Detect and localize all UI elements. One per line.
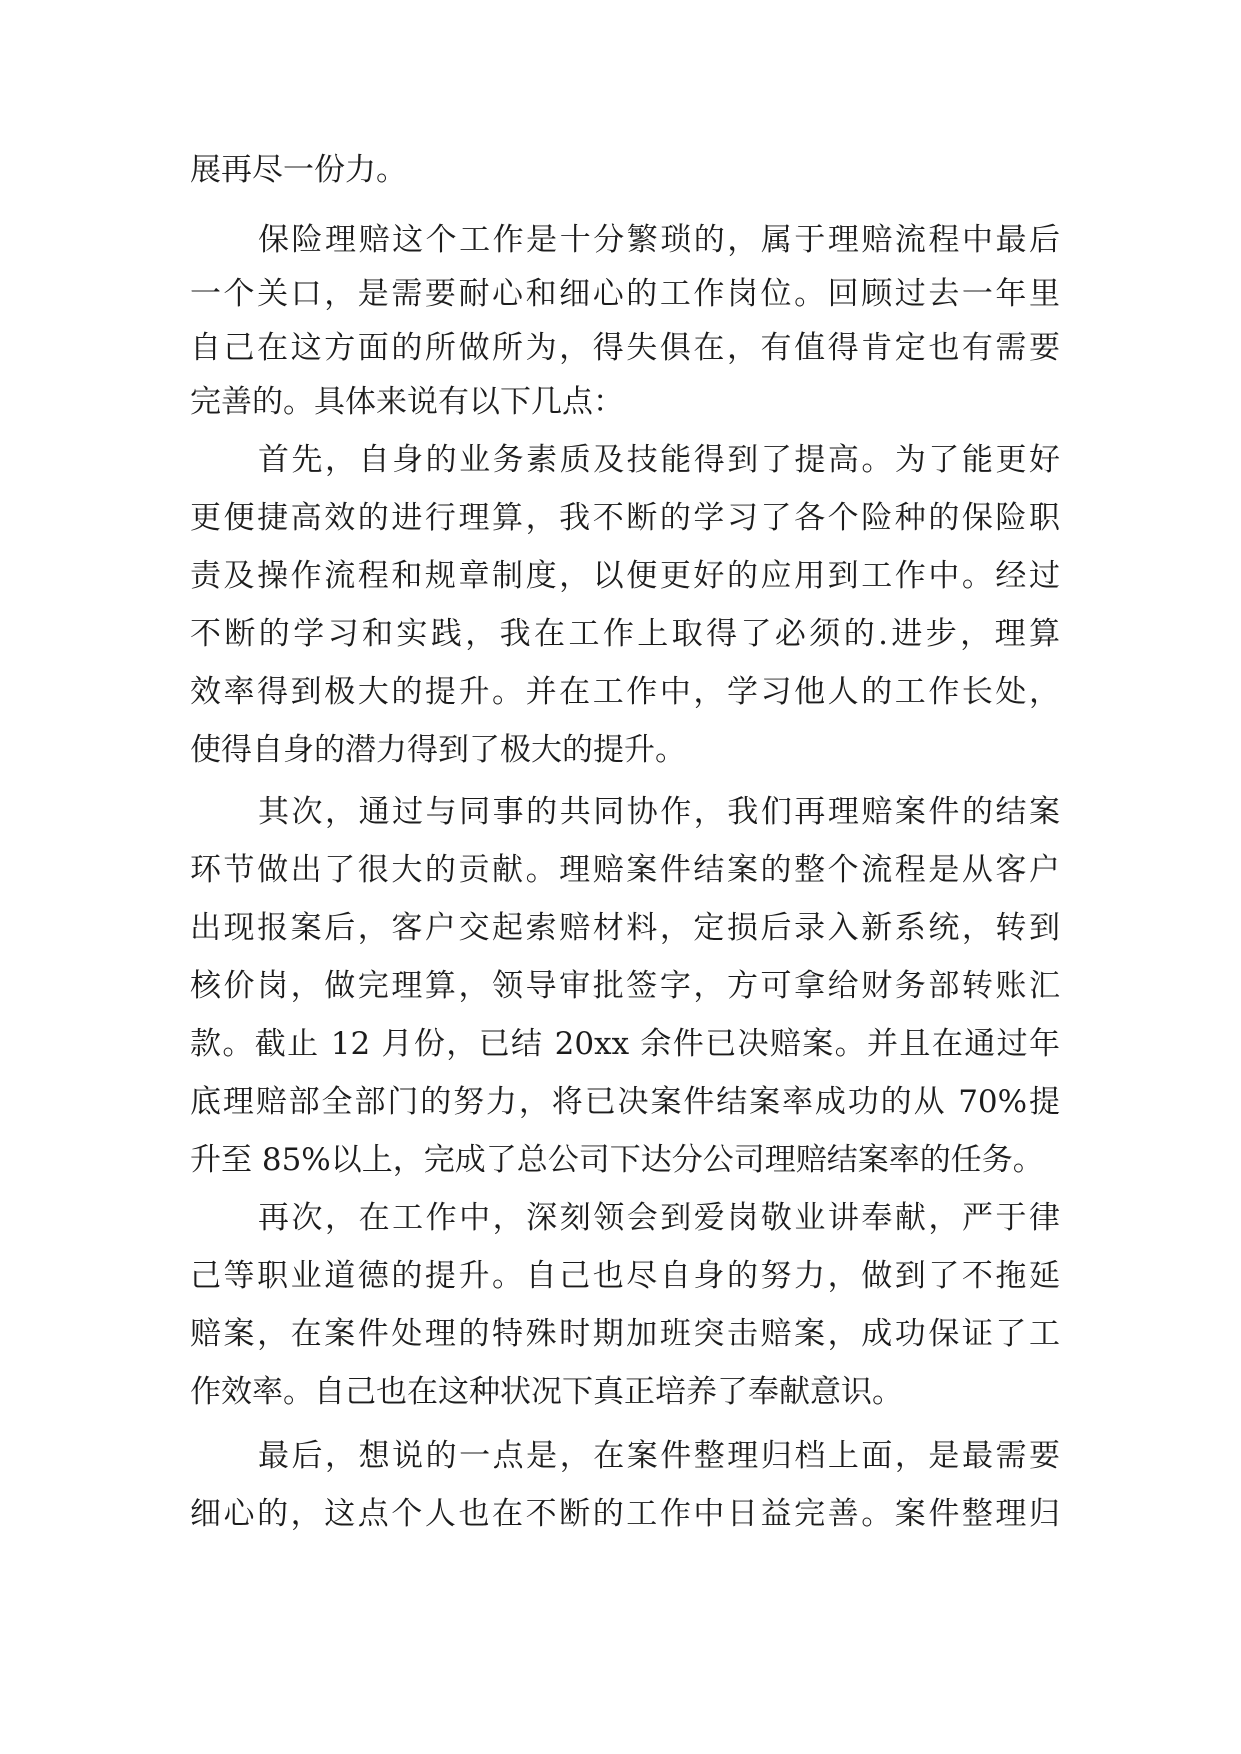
text-line: 效率得到极大的提升。并在工作中，学习他人的工作长处，	[190, 674, 1060, 710]
paragraph-first-line: 保险理赔这个工作是十分繁琐的，属于理赔流程中最后	[258, 222, 1060, 258]
paragraph-first-line: 最后，想说的一点是，在案件整理归档上面，是最需要	[258, 1438, 1060, 1474]
text-line: 升至 85%以上，完成了总公司下达分公司理赔结案率的任务。	[190, 1142, 1044, 1178]
text-line: 责及操作流程和规章制度，以便更好的应用到工作中。经过	[190, 558, 1060, 594]
text-line: 赔案，在案件处理的特殊时期加班突击赔案，成功保证了工	[190, 1316, 1060, 1352]
text-line: 款。截止 12 月份，已结 20xx 余件已决赔案。并且在通过年	[190, 1026, 1060, 1062]
text-line: 使得自身的潜力得到了极大的提升。	[190, 732, 686, 768]
text-line: 己等职业道德的提升。自己也尽自身的努力，做到了不拖延	[190, 1258, 1060, 1294]
text-line: 作效率。自己也在这种状况下真正培养了奉献意识。	[190, 1374, 903, 1410]
text-line: 更便捷高效的进行理算，我不断的学习了各个险种的保险职	[190, 500, 1060, 536]
text-line: 一个关口，是需要耐心和细心的工作岗位。回顾过去一年里	[190, 276, 1060, 312]
text-line: 出现报案后，客户交起索赔材料，定损后录入新系统，转到	[190, 910, 1060, 946]
text-line: 不断的学习和实践，我在工作上取得了必须的.进步，理算	[190, 616, 1060, 652]
text-line: 底理赔部全部门的努力，将已决案件结案率成功的从 70%提	[190, 1084, 1060, 1120]
paragraph-first-line: 首先，自身的业务素质及技能得到了提高。为了能更好	[258, 442, 1060, 478]
text-line: 细心的，这点个人也在不断的工作中日益完善。案件整理归	[190, 1496, 1060, 1532]
text-line: 展再尽一份力。	[190, 152, 407, 188]
text-line: 环节做出了很大的贡献。理赔案件结案的整个流程是从客户	[190, 852, 1060, 888]
text-line: 核价岗，做完理算，领导审批签字，方可拿给财务部转账汇	[190, 968, 1060, 1004]
text-line: 自己在这方面的所做所为，得失俱在，有值得肯定也有需要	[190, 330, 1060, 366]
text-line: 完善的。具体来说有以下几点：	[190, 384, 624, 420]
paragraph-first-line: 再次，在工作中，深刻领会到爱岗敬业讲奉献，严于律	[258, 1200, 1060, 1236]
paragraph-first-line: 其次，通过与同事的共同协作，我们再理赔案件的结案	[258, 794, 1060, 830]
